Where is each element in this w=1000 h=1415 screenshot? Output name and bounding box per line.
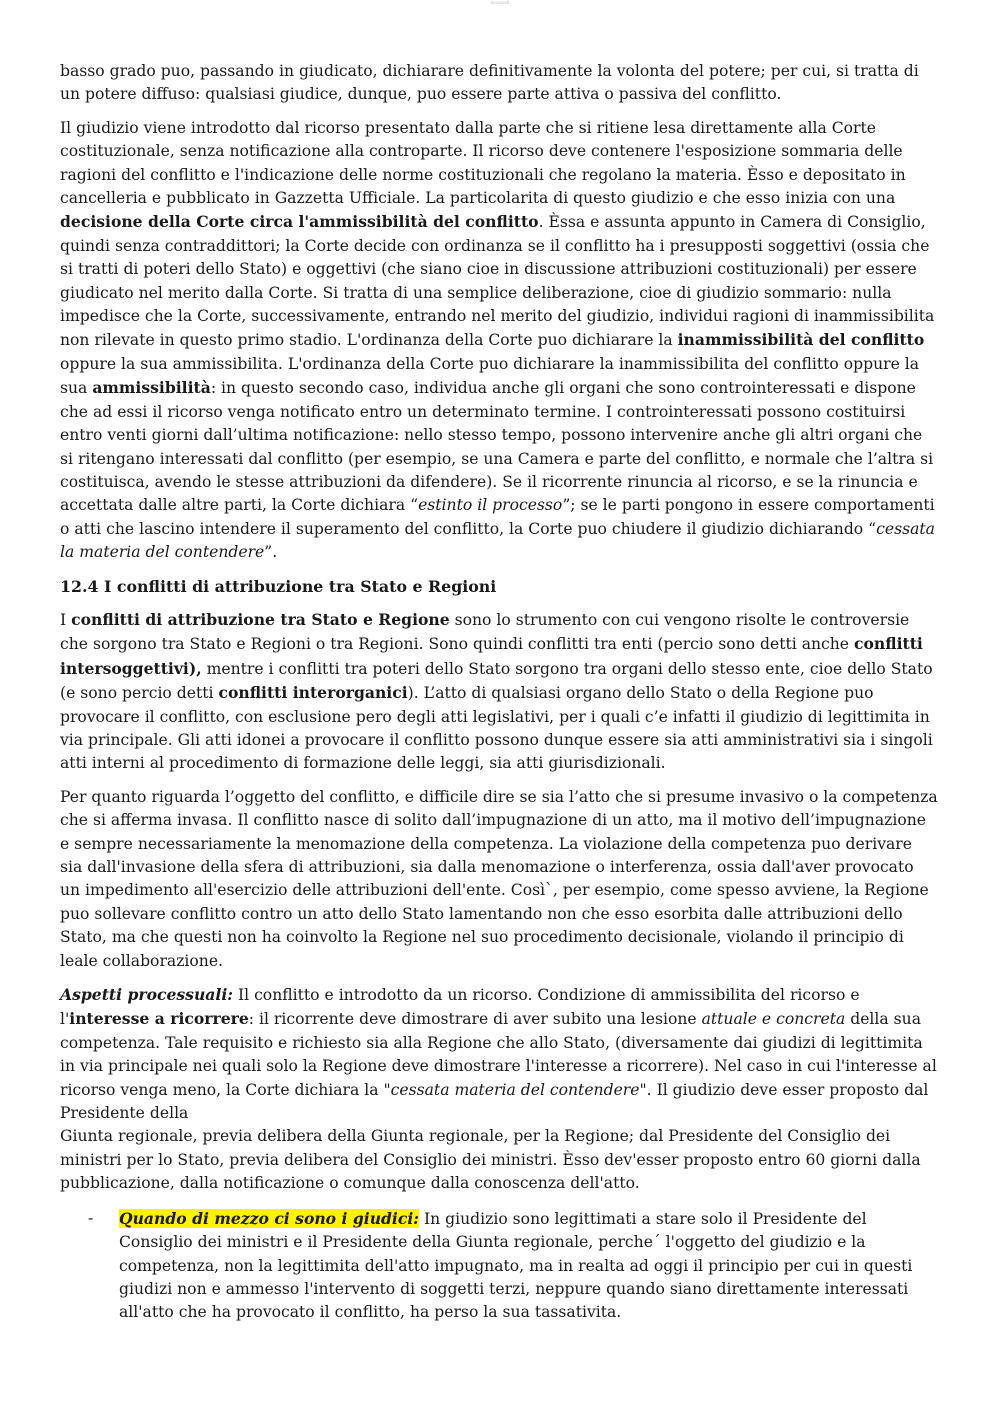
paragraph-1: basso grado puo, passando in giudicato, dichiarare definitivamente la volonta del potere; per cui, si tratta di un potere diffuso: qualsiasi giudice, dunque, puo essere parte attiva o passiva del conflitto.: [60, 62, 919, 104]
paragraph-4: Per quanto riguarda l’oggetto del conflitto, e difficile dire se sia l’atto che si presume invasivo o la competenza che si afferma invasa. Il conflitto nasce di solito dall’impugnazione di un atto, ma il motivo dell’impugnazione e sempre necessariamente la menomazione della competenza. La violazione della competenza puo derivare sia dall'invasione della sfera di attribuzioni, sia dalla menomazione o interferenza, ossia dall'aver provocato un impedimento all'esercizio delle attribuzioni dell'ente. Così`, per esempio, come spesso avviene, la Regione puo sollevare conflitto contro un atto dello Stato lamentando non che esso esorbita dalle attribuzioni dello Stato, ma che questi non ha coinvolto la Regione nel suo procedimento decisionale, violando il principio di leale collaborazione.: [60, 787, 938, 970]
italic-term: cessata materia del contendere: [390, 1080, 640, 1099]
bold-italic-lead: Aspetti processuali:: [60, 985, 234, 1005]
bold-term: interesse a ricorrere: [69, 1009, 249, 1029]
italic-term: attuale e concreta: [701, 1010, 846, 1029]
paragraph-2: Il giudizio viene introdotto dal ricorso presentato dalla parte che si ritiene lesa direttamente alla Corte costituzionale, senza notificazione alla controparte. Il ricorso deve contenere l'esposizione sommaria delle ragioni del conflitto e l'indicazione delle norme costituzionali che regolano la materia. Èsso e depositato in cancelleria e pubblicato in Gazzetta Ufficiale. La particolarita di questo giudizio e che esso inizia con una decisione della Corte circa l'ammissibilità del conflitto. Èssa e assunta appunto in Camera di Consiglio, quindi senza contraddittori; la Corte decide con ordinanza se il conflitto ha i presupposti soggettivi (ossia che si tratti di poteri dello Stato) e oggettivi (che siano cioe in discussione attribuzioni costituzionali) per essere giudicato nel merito dalla Corte. Si tratta di una semplice deliberazione, cioe di giudizio sommario: nulla impedisce che la Corte, successivamente, entrando nel merito del giudizio, individui ragioni di inammissibilita non rilevate in questo primo stadio. L'ordinanza della Corte puo dichiarare la inammissibilità del conflitto oppure la sua ammissibilita. L'ordinanza della Corte puo dichiarare la inammissibilita del conflitto oppure la sua ammissibilità: in questo secondo caso, individua anche gli organi che sono controinteressati e dispone che ad essi il ricorso venga notificato entro un determinato termine. I controinteressati possono costituirsi entro venti giorni dall’ultima notificazione: nello stesso tempo, possono intervenire anche gli altri organi che si ritengano interessati dal conflitto (per esempio, se una Camera e parte del conflitto, e normale che l’altra si costituisca, avendo le stesse attribuzioni da difendere). Se il ricorrente rinuncia al ricorso, e se la rinuncia e accettata dalle altre parti, la Corte dichiara “estinto il processo”; se le parti pongono in essere comportamenti o atti che lascino intendere il superamento del conflitto, la Corte puo chiudere il giudizio dichiarando “cessata la materia del contendere”.: [60, 118, 935, 562]
list-item: - Quando di mezzo ci sono i giudici: In giudizio sono legittimati a stare solo il Presidente del Consiglio dei ministri e il Presidente della Giunta regionale, perche´ l'oggetto del giudizio e la competenza, non la legittimita dell'atto impugnato, ma in realta ad oggi il principio per cui in questi giudizi non e ammesso l'intervento di soggetti terzi, neppure quando siano direttamente interessati all'atto che ha provocato il conflitto, ha perso la sua tassativita.: [88, 1208, 913, 1322]
header-mark: accessati: [490, 0, 510, 5]
bold-term: conflitti di attribuzione tra Stato e Regione: [71, 609, 450, 629]
bold-term: inammissibilità del conflitto: [677, 330, 925, 350]
paragraph-3: I conflitti di attribuzione tra Stato e Regione sono lo strumento con cui vengono risolte le controversie che sorgono tra Stato e Regioni o tra Regioni. Sono quindi conflitti tra enti (percio sono detti anche conflitti intersoggettivi), mentre i conflitti tra poteri dello Stato sorgono tra organi dello stesso ente, cioe dello Stato (e sono percio detti conflitti interorganici). L’atto di qualsiasi organo dello Stato o della Regione puo provocare il conflitto, con esclusione pero degli atti legislativi, per i quali c’e infatti il giudizio di legittimita in via principale. Gli atti idonei a provocare il conflitto possono dunque essere sia atti amministrativi sia i singoli atti interni al procedimento di formazione delle leggi, sia atti giurisdizionali.: [60, 609, 933, 773]
document-body: [60, 60, 938, 1325]
bold-term: decisione della Corte circa l'ammissibilità del conflitto: [60, 212, 539, 232]
section-heading: 12.4 I conflitti di attribuzione tra Stato e Regioni: [60, 576, 497, 596]
italic-term: estinto il processo: [418, 496, 563, 515]
italic-term: cessata la materia del contendere: [60, 519, 935, 562]
bold-term: conflitti interorganici: [218, 683, 408, 703]
bold-term: ammissibilità: [92, 378, 211, 398]
highlighted-lead: Quando di mezzo ci sono i giudici:: [119, 1208, 420, 1228]
dash-bullet: -: [88, 1208, 94, 1227]
bullet-list: [60, 1207, 938, 1325]
paragraph-5: Aspetti processuali: Il conflitto e introdotto da un ricorso. Condizione di ammissibilita del ricorso e l'interesse a ricorrere: il ricorrente deve dimostrare di aver subito una lesione attuale e concreta della sua competenza. Tale requisito e richiesto sia alla Regione che allo Stato, (diversamente dai giudizi di legittimita in via principale nei quali solo la Regione deve dimostrare l'interesse a ricorrere). Nel caso in cui l'interesse al ricorso venga meno, la Corte dichiara la "cessata materia del contendere". Il giudizio deve esser proposto dal Presidente della Giunta regionale, previa delibera della Giunta regionale, per la Regione; dal Presidente del Consiglio dei ministri per lo Stato, previa delibera del Consiglio dei ministri. Èsso dev'esser proposto entro 60 giorni dalla pubblicazione, dalla notificazione o comunque dalla conoscenza dell'atto.: [60, 985, 937, 1193]
bold-term: conflitti intersoggettivi),: [60, 634, 923, 678]
